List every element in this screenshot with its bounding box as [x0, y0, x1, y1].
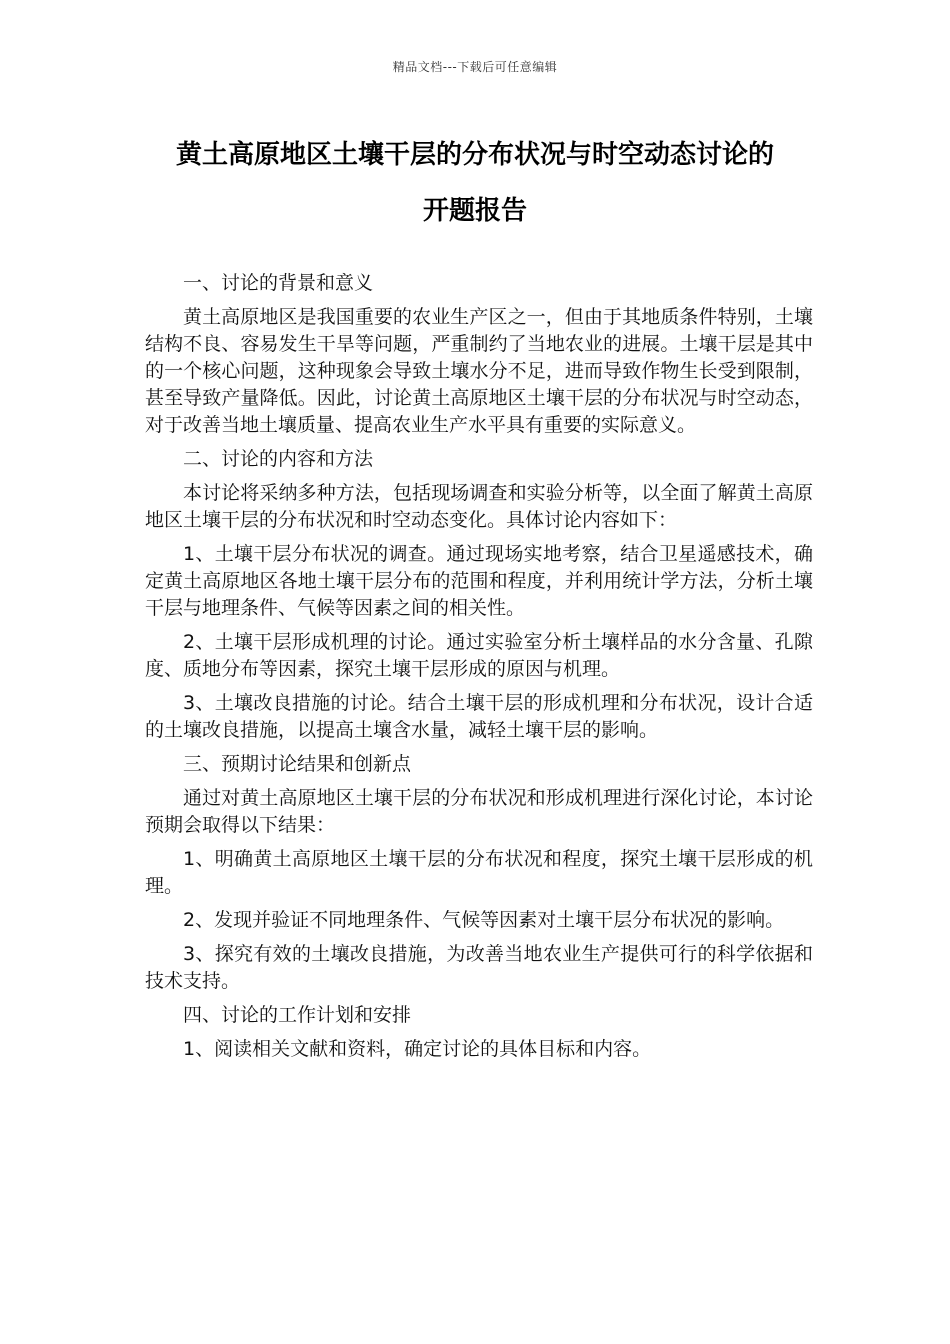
paragraph-results-intro: 通过对黄土高原地区土壤干层的分布状况和形成机理进行深化讨论，本讨论预期会取得以下结果：	[145, 787, 813, 836]
document-title-line-1: 黄土高原地区土壤干层的分布状况与时空动态讨论的	[175, 140, 774, 170]
paragraph-method-1: 1、土壤干层分布状况的调查。通过现场实地考察，结合卫星遥感技术，确定黄土高原地区各地土壤干层分布的范围和程度，并利用统计学方法，分析土壤干层与地理条件、气候等因素之间的相关性。	[145, 543, 813, 619]
section-heading-content-methods: 二、讨论的内容和方法	[183, 448, 374, 470]
paragraph-result-1: 1、明确黄土高原地区土壤干层的分布状况和程度，探究土壤干层形成的机理。	[145, 848, 813, 897]
paragraph-result-3: 3、探究有效的土壤改良措施，为改善当地农业生产提供可行的科学依据和技术支持。	[145, 943, 813, 992]
document-title-line-2: 开题报告	[422, 196, 527, 226]
section-heading-work-plan: 四、讨论的工作计划和安排	[183, 1004, 412, 1026]
paragraph-plan-1: 1、阅读相关文献和资料，确定讨论的具体目标和内容。	[183, 1038, 652, 1060]
document-body	[145, 270, 813, 1070]
section-heading-background: 一、讨论的背景和意义	[183, 272, 374, 294]
paragraph-background: 黄土高原地区是我国重要的农业生产区之一，但由于其地质条件特别，土壤结构不良、容易发生干旱等问题，严重制约了当地农业的进展。土壤干层是其中的一个核心问题，这种现象会导致土壤水分不足，进而导致作物生长受到限制，甚至导致产量降低。因此，讨论黄土高原地区土壤干层的分布状况与时空动态，对于改善当地土壤质量、提高农业生产水平具有重要的实际意义。	[145, 306, 813, 436]
paragraph-method-2: 2、土壤干层形成机理的讨论。通过实验室分析土壤样品的水分含量、孔隙度、质地分布等因素，探究土壤干层形成的原因与机理。	[145, 631, 813, 680]
paragraph-method-3: 3、土壤改良措施的讨论。结合土壤干层的形成机理和分布状况，设计合适的土壤改良措施，以提高土壤含水量，减轻土壤干层的影响。	[145, 692, 813, 741]
section-heading-expected-results: 三、预期讨论结果和创新点	[183, 753, 412, 775]
paragraph-result-2: 2、发现并验证不同地理条件、气候等因素对土壤干层分布状况的影响。	[183, 909, 785, 931]
paragraph-methods-intro: 本讨论将采纳多种方法，包括现场调查和实验分析等，以全面了解黄土高原地区土壤干层的分布状况和时空动态变化。具体讨论内容如下：	[145, 482, 813, 531]
header-note: 精品文档---下载后可任意编辑	[392, 60, 558, 74]
